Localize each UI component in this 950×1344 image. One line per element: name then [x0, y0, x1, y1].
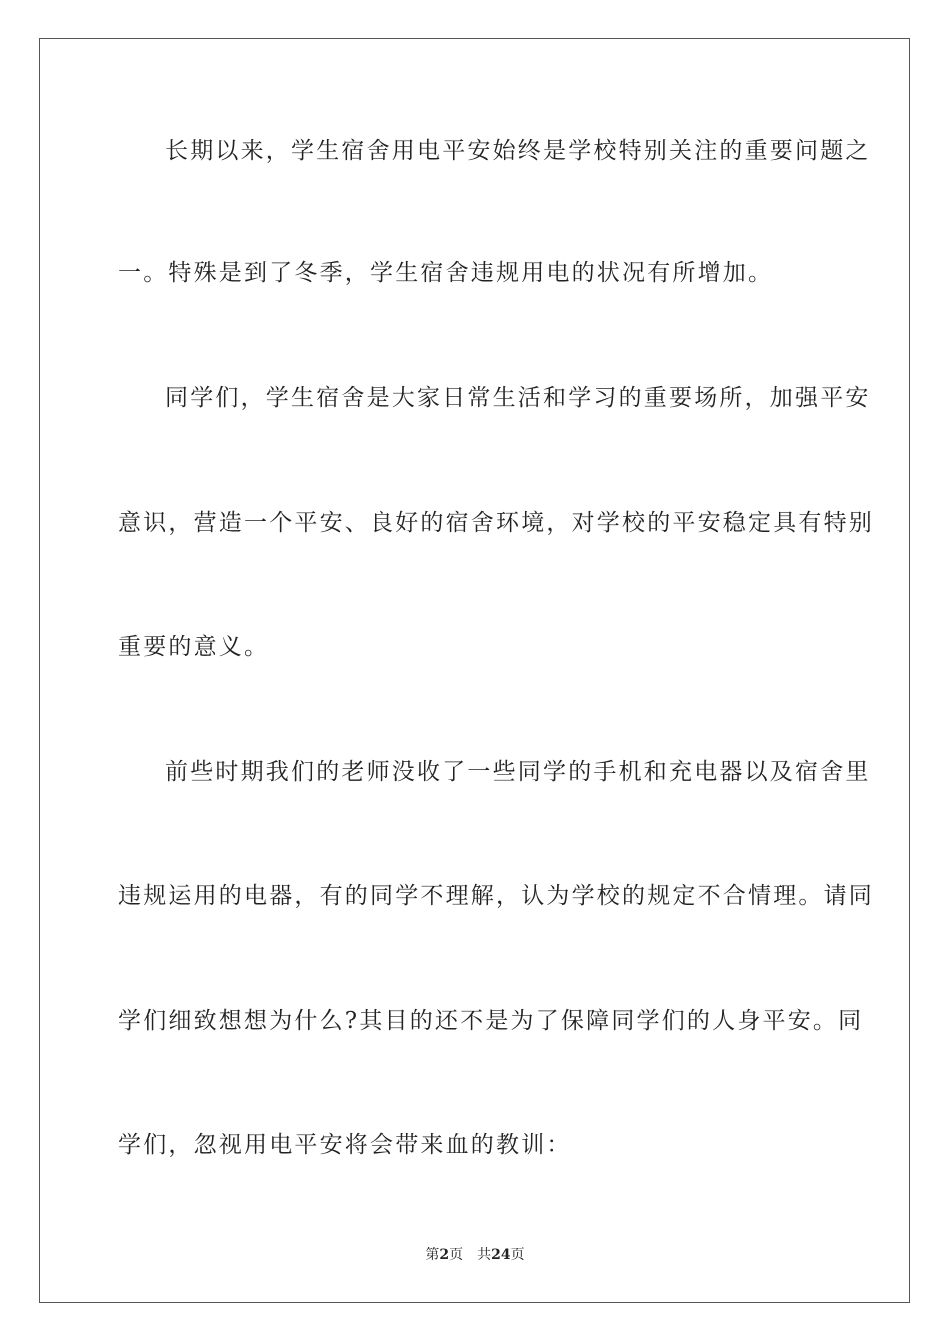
- text-line: 一。特殊是到了冬季，学生宿舍违规用电的状况有所增加。: [118, 260, 774, 286]
- text-line: 意识，营造一个平安、良好的宿舍环境，对学校的平安稳定具有特别: [118, 510, 874, 536]
- page-footer: [0, 1246, 950, 1264]
- page-border: [39, 38, 910, 1303]
- text-line: 学们，忽视用电平安将会带来血的教训：: [118, 1132, 572, 1158]
- text-line: 违规运用的电器，有的同学不理解，认为学校的规定不合情理。请同: [118, 883, 874, 909]
- footer-page-unit: 页: [449, 1247, 464, 1263]
- footer-prefix: 第: [425, 1247, 440, 1263]
- current-page-number: 2: [439, 1247, 450, 1263]
- footer-total-unit: 页: [510, 1247, 525, 1263]
- text-line: 长期以来，学生宿舍用电平安始终是学校特别关注的重要问题之: [165, 138, 871, 164]
- footer-total-prefix: 共: [477, 1247, 492, 1263]
- text-line: 重要的意义。: [118, 634, 270, 660]
- text-line: 前些时期我们的老师没收了一些同学的手机和充电器以及宿舍里: [165, 759, 871, 785]
- total-pages-number: 24: [491, 1247, 511, 1263]
- text-line: 学们细致想想为什么?其目的还不是为了保障同学们的人身平安。同: [118, 1008, 864, 1034]
- text-line: 同学们，学生宿舍是大家日常生活和学习的重要场所，加强平安: [165, 385, 871, 411]
